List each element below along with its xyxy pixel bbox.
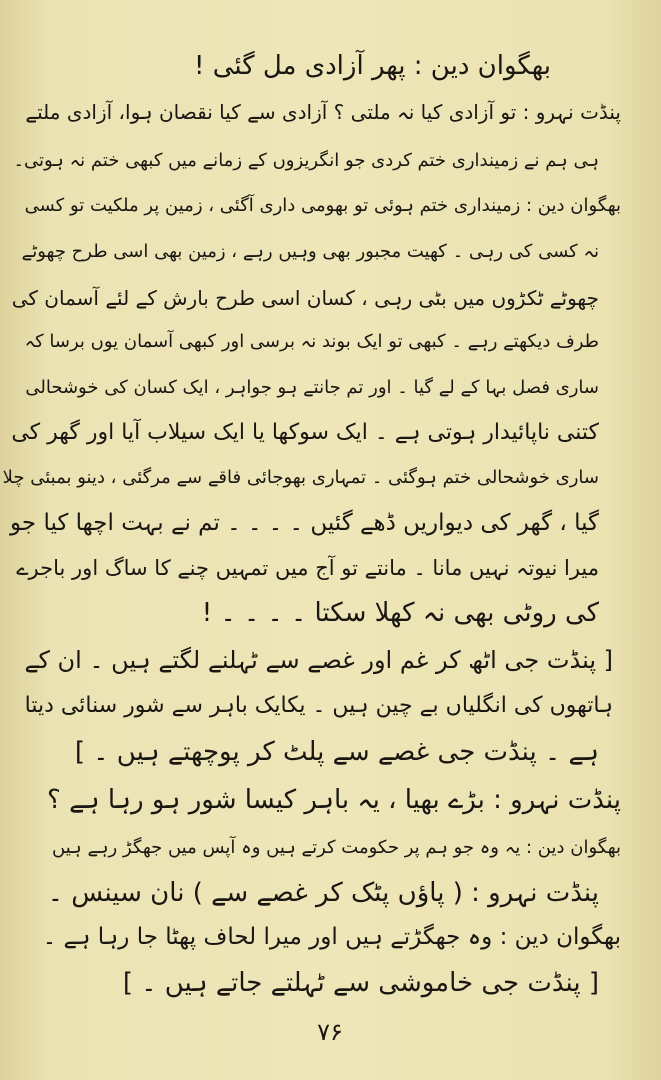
text-line: ہی ہم نے زمینداری ختم کردی جو انگریزوں کے زمانے میں کبھی ختم نہ ہوتی۔ — [13, 150, 599, 171]
text-line: پنڈت نہرو : تو آزادی کیا نہ ملتی ؟ آزادی سے کیا نقصان ہوا، آزادی ملتے — [25, 100, 621, 124]
text-line: طرف دیکھتے رہے ۔ کبھی تو ایک بوند نہ برسی اور کبھی آسمان یوں برسا کہ — [24, 331, 599, 352]
text-line: بھگوان دین : وہ جھگڑتے ہیں اور میرا لحاف پھٹا جا رہا ہے ۔ — [42, 924, 621, 950]
text-line: گیا ، گھر کی دیواریں ڈھے گئیں ۔ ۔ ۔ ۔ تم نے بہت اچھا کیا جو — [10, 510, 599, 536]
text-line: ساری خوشحالی ختم ہوگئی ۔ تمہاری بھوجائی فاقے سے مرگئی ، دینو بمبئی چلا — [2, 467, 599, 488]
text-line: پنڈت نہرو : ( پاؤں پٹک کر غصے سے ) نان سینس ۔ — [47, 878, 599, 908]
text-line: پنڈت نہرو : بڑے بھیا ، یہ باہر کیسا شور ہو رہا ہے ؟ — [47, 785, 621, 815]
stage-direction-line: [ پنڈت جی اٹھ کر غم اور غصے سے ٹہلنے لگتے ہیں ۔ ان کے — [24, 646, 613, 674]
text-line: نہ کسی کی رہی ۔ کھیت مجبور بھی وہیں رہے ، زمین بھی اسی طرح چھوٹے — [21, 241, 599, 262]
text-line: میرا نیوتہ نہیں مانا ۔ مانتے تو آج میں تمہیں چنے کا ساگ اور باجرے — [16, 556, 599, 580]
page-number: ۷۶ — [317, 1018, 343, 1046]
text-line: بھگوان دین : زمینداری ختم ہوئی تو بھومی داری آگئی ، زمین پر ملکیت تو کسی — [24, 195, 621, 216]
text-line: کی روٹی بھی نہ کھلا سکتا ۔ ۔ ۔ ۔ ! — [201, 598, 599, 628]
text-line: چھوٹے ٹکڑوں میں بٹی رہی ، کسان اسی طرح بارش کے لئے آسمان کی — [11, 286, 599, 310]
stage-direction-line: [ پنڈت جی خاموشی سے ٹہلتے جاتے ہیں ۔ ] — [122, 968, 599, 998]
text-line: بھگوان دین : پھر آزادی مل گئی ! — [194, 51, 551, 81]
text-line: کتنی ناپائیدار ہوتی ہے ۔ ایک سوکھا یا ایک سیلاب آیا اور گھر کی — [11, 420, 599, 445]
stage-direction-line: ہاتھوں کی انگلیاں بے چین ہیں ۔ یکایک باہر سے شور سنائی دیتا — [24, 693, 613, 718]
text-line: ساری فصل بہا کے لے گیا ۔ اور تم جانتے ہو جواہر ، ایک کسان کی خوشحالی — [25, 377, 599, 398]
stage-direction-line: ہے ۔ پنڈت جی غصے سے پلٹ کر پوچھتے ہیں ۔ ] — [74, 737, 599, 767]
text-line: بھگوان دین : یہ وہ جو ہم پر حکومت کرتے ہیں وہ آپس میں جھگڑ رہے ہیں — [52, 837, 621, 858]
